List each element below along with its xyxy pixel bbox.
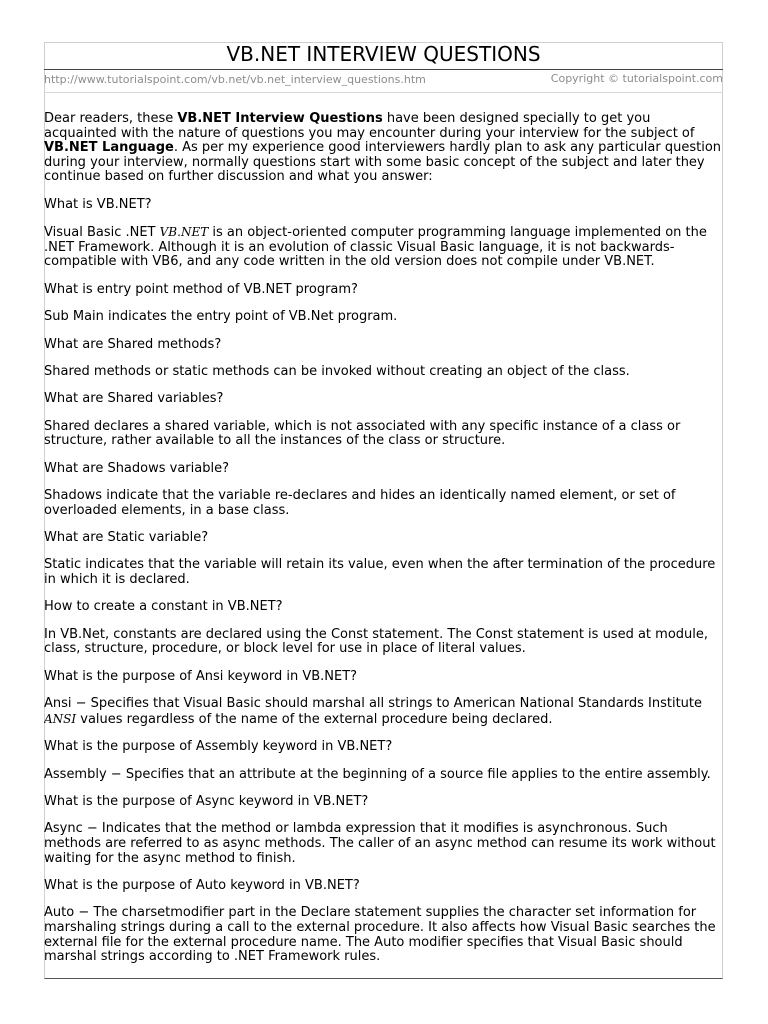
question: What is the purpose of Auto keyword in VB.NET? — [44, 877, 360, 893]
answer-text: is an object-oriented computer programming language implemented on the .NET Framework. Although it is an evolution of classic Visual Basic language, it is not backwards-compatible with VB6, and any code written in the old version does not compile under VB.NET. — [44, 225, 707, 270]
document-body — [44, 93, 723, 965]
answer: Shared methods or static methods can be invoked without creating an object of the class. — [44, 363, 630, 379]
intro-bold-2: VB.NET Language — [44, 140, 174, 156]
intro-text-1: Dear readers, these — [44, 111, 178, 126]
source-url[interactable]: http://www.tutorialspoint.com/vb.net/vb.net_interview_questions.htm — [44, 73, 426, 86]
question: What are Shared methods? — [44, 336, 222, 352]
answer: Sub Main indicates the entry point of VB.Net program. — [44, 309, 398, 325]
intro-text-3: . As per my experience good interviewers hardly plan to ask any particular question during your interview, normally questions start with some basic concept of the subject and later they continue based on further discussion and what you answer: — [44, 140, 722, 185]
question: What is the purpose of Ansi keyword in VB.NET? — [44, 668, 358, 684]
answer-italic: VB.NET — [159, 225, 209, 240]
question: What are Shadows variable? — [44, 460, 229, 476]
intro-bold-1: VB.NET Interview Questions — [177, 111, 383, 126]
answer: In VB.Net, constants are declared using the Const statement. The Const statement is used at module, class, structure, procedure, or block level for use in place of literal values. — [44, 626, 709, 657]
intro-paragraph — [44, 112, 723, 185]
intro-text-2: have been designed specially to get you acquainted with the nature of questions you may encounter during your interview for the subject of — [44, 111, 695, 141]
question: What is the purpose of Assembly keyword in VB.NET? — [44, 739, 393, 755]
answer-italic: ANSI — [44, 711, 77, 726]
answer: Static indicates that the variable will retain its value, even when the after termination of the procedure in which it is declared. — [44, 557, 716, 588]
answer: Shadows indicate that the variable re-declares and hides an identically named element, or set of overloaded elements, in a base class. — [44, 488, 676, 518]
page-header — [44, 70, 723, 93]
answer: Shared declares a shared variable, which is not associated with any specific instance of a class or structure, rather available to all the instances of the class or structure. — [44, 418, 681, 449]
question: What are Static variable? — [44, 530, 209, 546]
document-page — [44, 42, 723, 978]
answer-text: values regardless of the name of the external procedure being declared. — [76, 711, 553, 727]
question: What are Shared variables? — [44, 391, 224, 407]
question: What is the purpose of Async keyword in VB.NET? — [44, 793, 369, 809]
question: What is VB.NET? — [44, 196, 152, 212]
page-title: VB.NET INTERVIEW QUESTIONS — [44, 42, 723, 70]
question: What is entry point method of VB.NET program? — [44, 281, 358, 297]
copyright-notice: Copyright © tutorialspoint.com — [550, 72, 723, 85]
question: How to create a constant in VB.NET? — [44, 599, 283, 615]
answer: Auto − The charsetmodifier part in the Declare statement supplies the character set information for marshaling strings during a call to the external procedure. It also affects how Visual Basic searches the external file for the external procedure name. The Auto modifier specifies that Visual Basic should marshal strings according to .NET Framework rules. — [44, 905, 716, 965]
answer-text: Ansi − Specifies that Visual Basic should marshal all strings to American National Standards Institute — [44, 696, 703, 712]
answer: Assembly − Specifies that an attribute at the beginning of a source file applies to the entire assembly. — [44, 766, 711, 782]
answer-text: Visual Basic .NET — [44, 225, 160, 241]
answer — [44, 697, 723, 727]
answer: Async − Indicates that the method or lambda expression that it modifies is asynchronous. Such methods are referred to as async methods. The caller of an async method can resume its work without waiting for the async method to finish. — [44, 821, 716, 866]
answer — [44, 225, 723, 270]
